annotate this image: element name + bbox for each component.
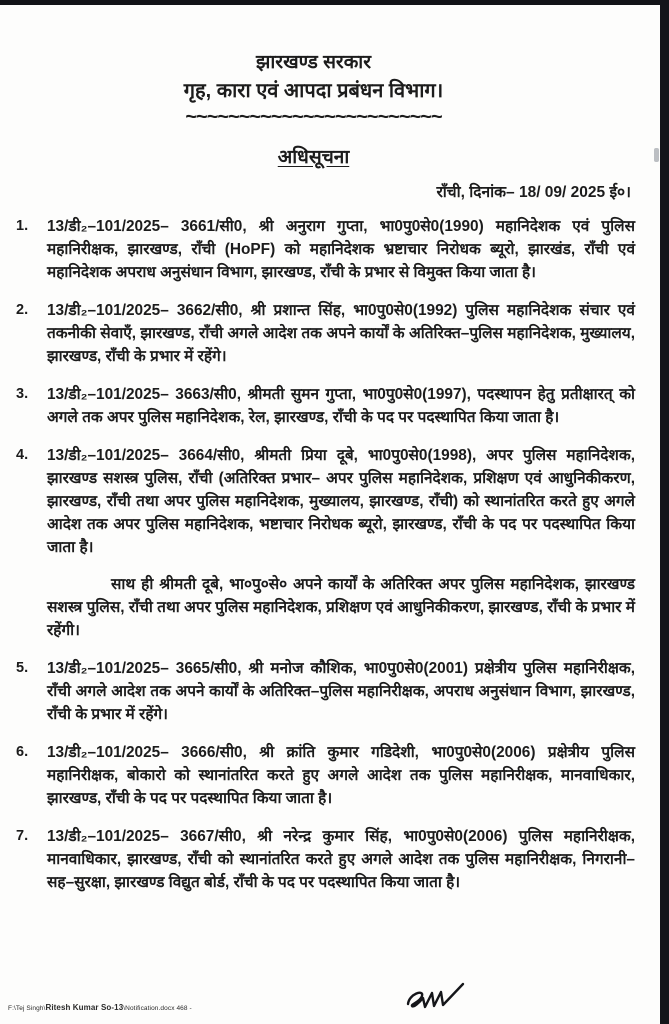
footer-file-path [8, 1003, 192, 1012]
item-number: 2. [16, 302, 29, 318]
department-title: गृह, कारा एवं आपदा प्रबंधन विभाग। [183, 80, 444, 102]
item-continuation-text: साथ ही श्रीमती दूबे, भा०पु०से० अपने कार्यों के अतिरिक्त अपर पुलिस महानिदेशक, झारखण्ड सशस्त्र पुलिस, राँची तथा अपर पुलिस महानिदेशक, प्रशिक्षण एवं आधुनिकीकरण, झारखण्ड, राँची के प्रभार में रहेंगी। [47, 576, 635, 639]
item-number: 4. [16, 447, 29, 463]
list-item [14, 215, 635, 284]
item-number: 3. [16, 386, 29, 402]
footer-path-filename: Ritesh Kumar So-13 [45, 1003, 124, 1012]
list-item [14, 741, 635, 810]
item-number: 5. [16, 660, 29, 676]
scan-artifact [654, 148, 659, 162]
item-number: 1. [16, 218, 29, 234]
signature-mark [398, 976, 476, 1020]
footer-path-prefix: F:\Tej Singh\ [8, 1005, 46, 1012]
item-text: 13/डी₂–101/2025– 3664/सी0, श्रीमती प्रिया दूबे, भा0पु0से0(1998), अपर पुलिस महानिदेशक, झारखण्ड सशस्त्र पुलिस, राँची (अतिरिक्त प्रभार– अपर पुलिस महानिदेशक, प्रशिक्षण एवं आधुनिकीकरण, झारखण्ड, राँची तथा अपर पुलिस महानिदेशक, मुख्यालय, झारखण्ड, राँची) को स्थानांतरित करते हुए अगले आदेश तक अपर पुलिस महानिदेशक, भष्टाचार निरोधक ब्यूरो, झारखण्ड, राँची के पद पर पदस्थापित किया जाता है। [47, 447, 635, 556]
item-number: 6. [16, 744, 29, 760]
list-item [14, 657, 635, 726]
list-item [14, 299, 635, 368]
document-header [14, 49, 635, 171]
item-text: 13/डी₂–101/2025– 3663/सी0, श्रीमती सुमन गुप्ता, भा0पु0से0(1997), पदस्थापन हेतु प्रतीक्षारत् को अगले तक अपर पुलिस महानिदेशक, रेल, झारखण्ड, राँची के पद पर पदस्थापित किया जाता है। [47, 386, 635, 426]
list-item [14, 383, 635, 429]
item-text: 13/डी₂–101/2025– 3666/सी0, श्री क्रांति कुमार गडिदेशी, भा0पु0से0(2006) प्रक्षेत्रीय पुलिस महानिरीक्षक, बोकारो को स्थानांतरित करते हुए अगले आदेश तक पुलिस महानिरीक्षक, मानवाधिकार, झारखण्ड, राँची के पद पर पदस्थापित किया जाता है। [47, 744, 635, 807]
item-text: 13/डी₂–101/2025– 3662/सी0, श्री प्रशान्त सिंह, भा0पु0से0(1992) पुलिस महानिदेशक संचार एवं तकनीकी सेवाएँ, झारखण्ड, राँची अगले आदेश तक अपने कार्यों के अतिरिक्त–पुलिस महानिदेशक, मुख्यालय, झारखण्ड, राँची के प्रभार में रहेंगे। [47, 302, 635, 365]
notification-title: अधिसूचना [277, 147, 350, 168]
government-title: झारखण्ड सरकार [256, 52, 371, 73]
item-text: 13/डी₂–101/2025– 3661/सी0, श्री अनुराग गुप्ता, भा0पु0से0(1990) महानिदेशक एवं पुलिस महानिरीक्षक, झारखण्ड, राँची (HoPF) को महानिदेशक भ्रष्टाचार निरोधक ब्यूरो, झारखंड, राँची एवं महानिदेशक अपराध अनुसंधान विभाग, झारखण्ड, राँची के प्रभार से विमुक्त किया जाता है। [47, 218, 635, 281]
tilde-divider: ~~~~~~~~~~~~~~~~~~~~~~~~ [185, 106, 442, 128]
scan-right-border [660, 0, 669, 1024]
notification-list [14, 215, 635, 894]
document-content [14, 5, 635, 909]
list-item [14, 825, 635, 894]
footer-path-suffix: \Notification.docx 468 - [123, 1005, 192, 1012]
item-text: 13/डी₂–101/2025– 3665/सी0, श्री मनोज कौशिक, भा0पु0से0(2001) प्रक्षेत्रीय पुलिस महानिरीक्षक, राँची अगले आदेश तक अपने कार्यों के अतिरिक्त–पुलिस महानिरीक्षक, अपराध अनुसंधान विभाग, झारखण्ड, राँची के प्रभार में रहेंगे। [47, 660, 635, 723]
list-item [14, 444, 635, 642]
item-text: 13/डी₂–101/2025– 3667/सी0, श्री नरेन्द्र कुमार सिंह, भा0पु0से0(2006) पुलिस महानिरीक्षक, मानवाधिकार, झारखण्ड, राँची को स्थानांतरित करते हुए अगले आदेश तक पुलिस महानिरीक्षक, निगरानी–सह–सुरक्षा, झारखण्ड विद्युत बोर्ड, राँची के पद पर पदस्थापित किया जाता है। [47, 828, 635, 891]
item-number: 7. [16, 828, 29, 844]
place-date-line: राँची, दिनांक– 18/ 09/ 2025 ई०। [436, 184, 631, 201]
